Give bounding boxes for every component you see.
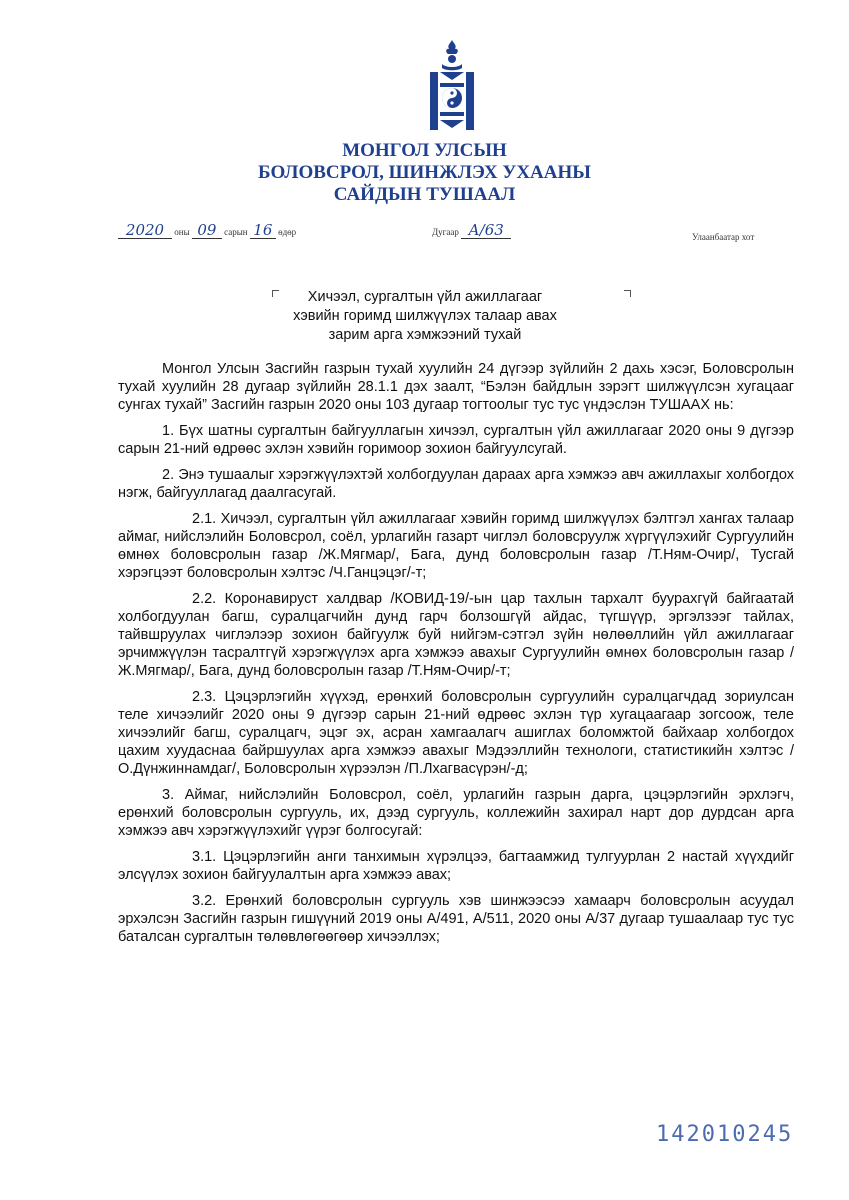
ministry-country-title: МОНГОЛ УЛСЫН	[342, 140, 507, 161]
subject-line-1: Хичээл, сургалтын үйл ажиллагааг	[307, 289, 543, 305]
date-day: 16	[250, 222, 276, 239]
clause-2-1: 2.1. Хичээл, сургалтын үйл ажиллагааг хэвийн горимд шилжүүлэх бэлтгэл хангах талаар аймаг, нийслэлийн Боловсрол, соёл, урлагийн газарт чиглэл боловсруулж хүргүүлэхийг Сургуулийн өмнөх боловсролын газар /Ж.Мягмар/, Бага, дунд боловсролын газар /Т.Ням-Очир/, Тусгай хэрэгцээт боловсролын хэлтэс /Ч.Ганцэцэг/-т;	[118, 511, 794, 581]
order-body	[118, 360, 794, 954]
order-type-title: САЙДЫН ТУШААЛ	[333, 184, 516, 205]
clause-3-1: 3.1. Цэцэрлэгийн анги танхимын хүрэлцээ, багтаамжид тулгуурлан 2 настай хүүхдийг элсүүлэх зохион байгуулалтын арга хэмжээ авах;	[118, 849, 794, 883]
clause-2-3: 2.3. Цэцэрлэгийн хүүхэд, ерөнхий боловсролын сургуулийн суралцагчдад зориулсан теле хичээлийг 2020 оны 9 дүгээр сарын 21-ний өдрөөс эхлэн түр хугацаагаар зогсоож, теле хичээлийг багш, суралцагч, эцэг эх, асран хамгаалагч ашиглах боломжтой байхаар холбогдох цахим хуудаснаа байршуулах арга хэмжээ авахыг Мэдээллийн технологи, статистикийн хэлтэс /О.Дүнжиннамдаг/, Боловсролын хүрээлэн /П.Лхагвасүрэн/-д;	[118, 689, 794, 777]
clause-3: 3. Аймаг, нийслэлийн Боловсрол, соёл, урлагийн газрын дарга, цэцэрлэгийн эрхлэгч, ерөнхий боловсролын сургууль, их, дээд сургууль, коллежийн захирал нарт дор дурдсан арга хэмжээ авч хэрэгжүүлэхийг үүрэг болгосугай:	[118, 787, 794, 839]
order-subject	[280, 288, 570, 345]
number-label: Дугаар	[432, 227, 459, 237]
subject-corner-left	[272, 290, 279, 297]
date-year: 2020	[118, 222, 172, 239]
date-year-label: оны	[174, 227, 190, 237]
subject-line-3: зарим арга хэмжээний тухай	[328, 327, 522, 343]
date-number-row	[0, 222, 849, 246]
soyombo-emblem-icon	[428, 38, 476, 134]
subject-line-2: хэвийн горимд шилжүүлэх талаар авах	[293, 308, 557, 324]
clause-1: 1. Бүх шатны сургалтын байгууллагын хичээл, сургалтын үйл ажиллагааг 2020 оны 9 дүгээр сарын 21-ний өдрөөс эхлэн хэвийн горимоор зохион байгуулсугай.	[118, 423, 794, 457]
clause-2-2: 2.2. Коронавируст халдвар /КОВИД-19/-ын цар тахлын тархалт буурахгүй байгаатай холбогдуулан багш, суралцагчийн дунд гарч болзошгүй айдас, түгшүүр, эргэлзээг тайлах, тайвшруулах чиглэлээр зохион байгуулж буй нийгэм-сэтгэл зүйн нөлөөллийн үйл ажиллагааг эрчимжүүлэн тасралтгүй хэрэгжүүлэх арга хэмжээ авахыг Сургуулийн өмнөх боловсролын газар /Ж.Мягмар/, Бага, дунд боловсролын газар /Т.Ням-Очир/-т;	[118, 591, 794, 679]
clause-2: 2. Энэ тушаалыг хэрэгжүүлэхтэй холбогдуулан дараах арга хэмжээ авч ажиллахыг холбогдох нэгж, байгууллагад даалгасугай.	[118, 467, 794, 501]
ministry-name-title: БОЛОВСРОЛ, ШИНЖЛЭХ УХААНЫ	[258, 162, 591, 183]
date-day-label: өдөр	[278, 227, 297, 237]
subject-corner-right	[624, 290, 631, 297]
date-month-label: сарын	[224, 227, 248, 237]
date-month: 09	[192, 222, 222, 239]
city-label: Улаанбаатар хот	[692, 232, 755, 242]
serial-number-stamp: 142010245	[656, 1122, 794, 1147]
preamble-paragraph: Монгол Улсын Засгийн газрын тухай хуулийн 24 дүгээр зүйлийн 2 дахь хэсэг, Боловсролын тухай хуулийн 28 дугаар зүйлийн 28.1.1 дэх заалт, “Бэлэн байдлын зэрэгт шилжүүлсэн хугацааг сунгах тухай” Засгийн газрын 2020 оны 103 дугаар тогтоолыг тус тус үндэслэн ТУШААХ нь:	[118, 361, 794, 413]
clause-3-2: 3.2. Ерөнхий боловсролын сургууль хэв шинжээсээ хамаарч боловсролын асуудал эрхэлсэн Засгийн газрын гишүүний 2019 оны А/491, А/511, 2020 оны А/37 дугаар тушаалаар тус тус баталсан сургалтын төлөвлөгөөгөөр хичээллэх;	[118, 893, 794, 945]
order-number: А/63	[461, 222, 511, 239]
